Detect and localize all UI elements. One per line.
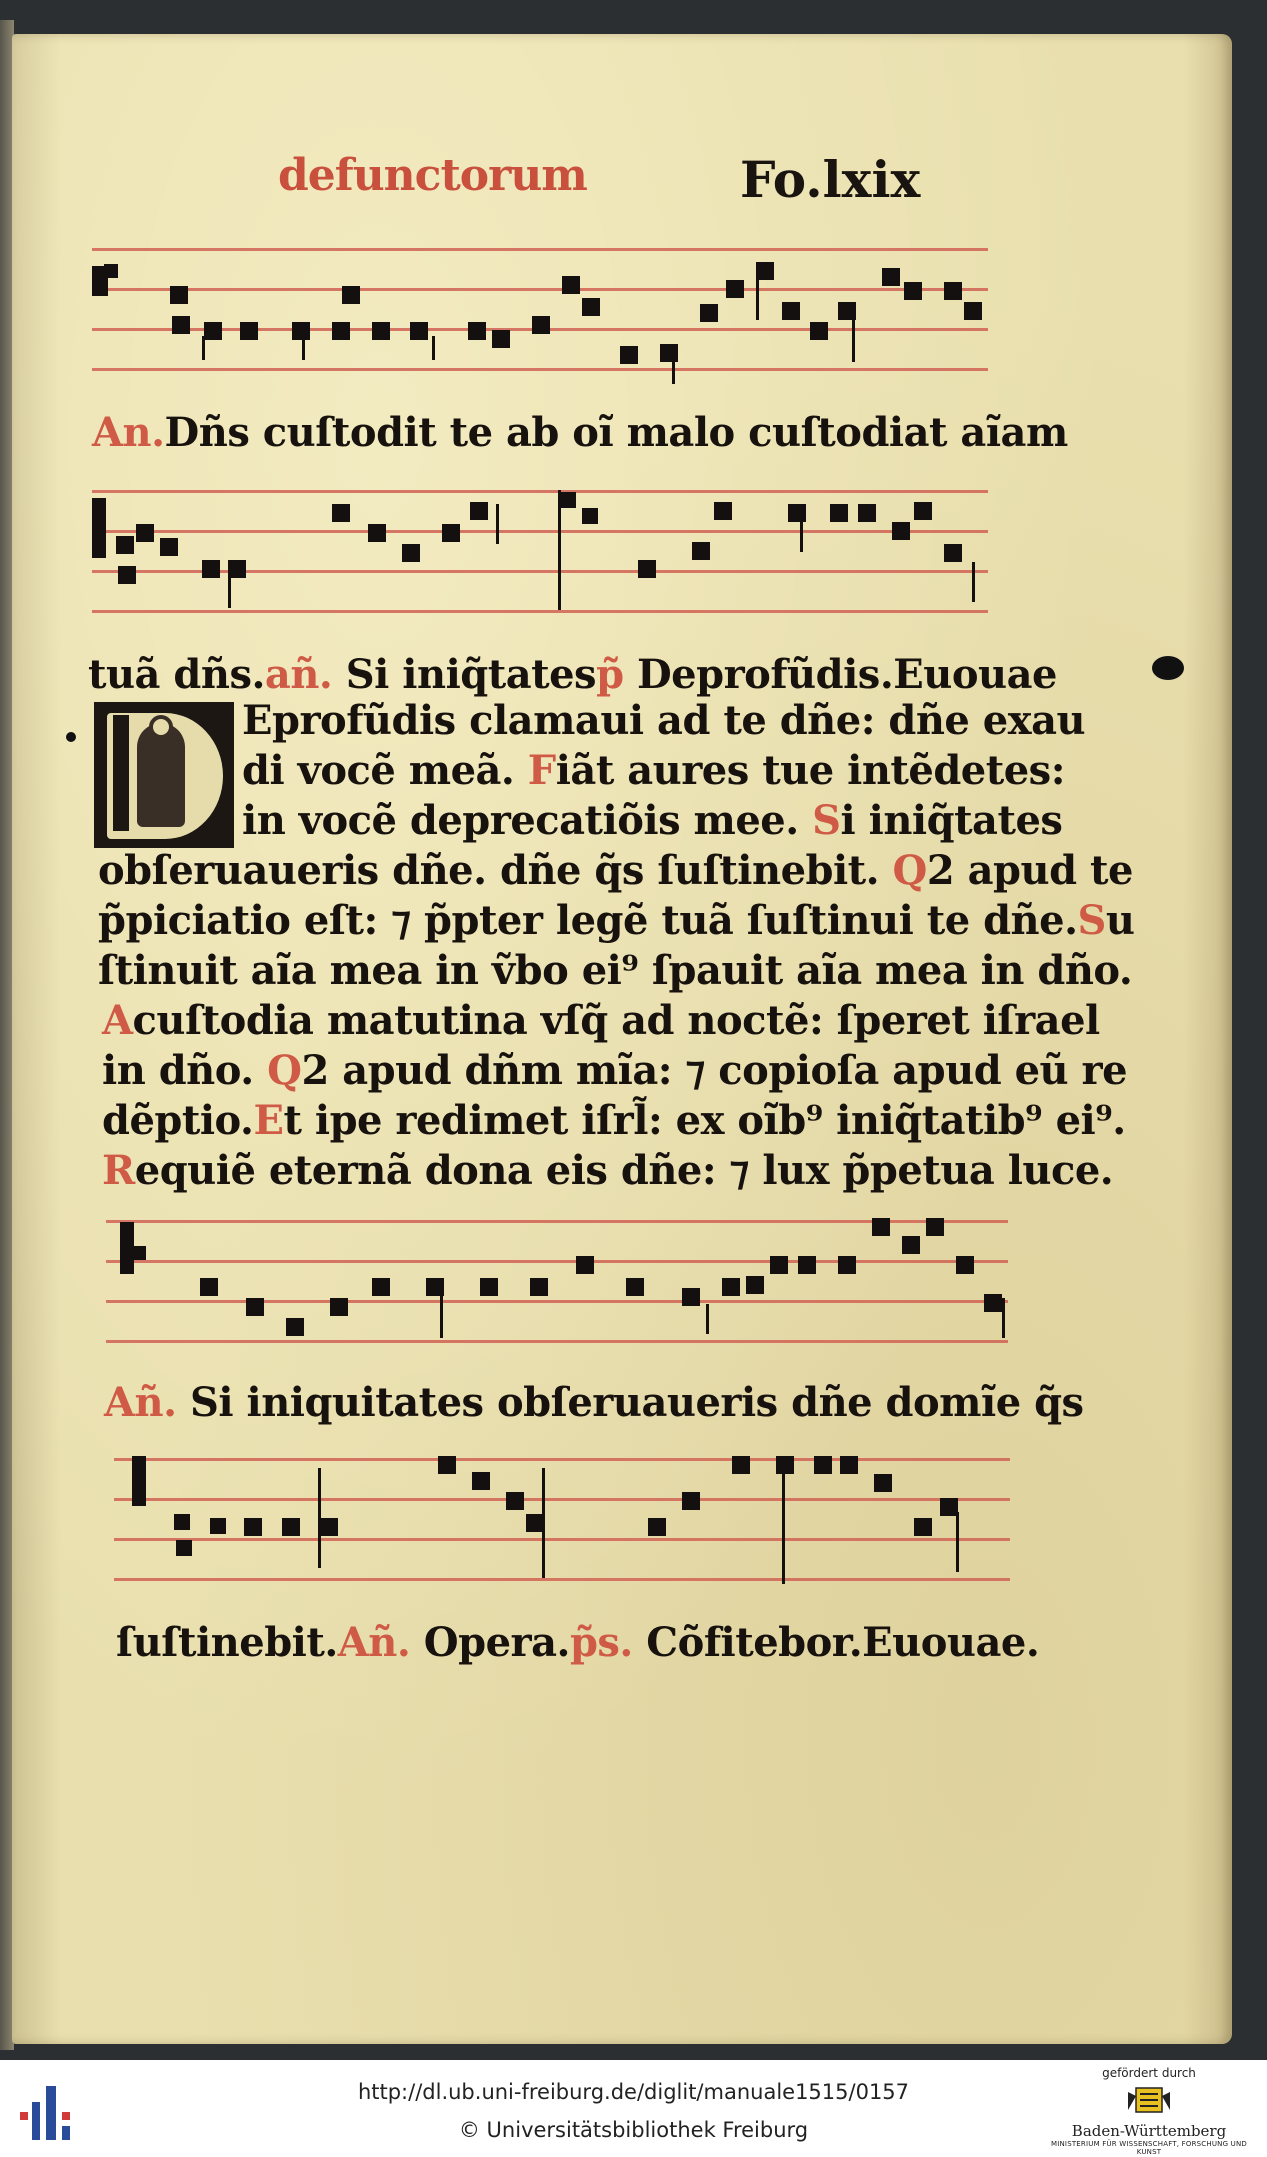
text-line-1: [92, 410, 1068, 456]
sponsor-block: [1044, 2066, 1254, 2154]
psalm-line-4: obſeruaueris dñe. dñe q̃s ſuſtinebit. Q2 apud te: [98, 847, 1133, 894]
chant-text: Dñs cuſtodit te ab oĩ malo cuſtodiat aĩam: [164, 409, 1068, 456]
psalm-line-9: dẽptio.Et ipe redimet iſrl̃: ex oĩb⁹ iniq̃tatib⁹ ei⁹.: [102, 1097, 1126, 1144]
sponsor-state: Baden-Württemberg: [1071, 2122, 1227, 2140]
text-line-3: Añ. Si iniquitates obſeruaueris dñe domĩe q̃s: [104, 1379, 1084, 1426]
neumes-staff-2: [92, 488, 988, 638]
music-staff-4: [114, 1456, 1010, 1586]
neumes-staff-3: [106, 1218, 1008, 1368]
psalm-line-7: Acuſtodia matutina vſq̃ ad noctẽ: ſperet iſrael: [102, 997, 1100, 1044]
music-staff-1: [92, 246, 988, 376]
psalm-line-8: in dño. Q2 apud dñm mĩa: ⁊ copioſa apud eũ re: [102, 1047, 1128, 1094]
neumes-staff-1: [92, 246, 988, 386]
illuminated-initial-d: [94, 702, 234, 848]
baden-wuerttemberg-crest-icon: [1126, 2084, 1172, 2116]
sponsor-label: gefördert durch: [1102, 2066, 1196, 2080]
margin-dot: [66, 732, 76, 742]
psalm-line-3: in vocẽ deprecatiõis mee. Si iniq̃tates: [242, 797, 1063, 844]
music-staff-2: [92, 488, 988, 618]
sponsor-ministry: MINISTERIUM FÜR WISSENSCHAFT, FORSCHUNG UND KUNST: [1050, 2140, 1247, 2156]
ink-blot: [1152, 656, 1184, 680]
neumes-staff-4: [114, 1456, 1010, 1606]
rubric-antiphon: An.: [92, 409, 165, 456]
text-line-4: ſuſtinebit.Añ. Opera.p̃s. Cõfitebor.Euouae.: [116, 1619, 1040, 1666]
folio-number: Fo.lxix: [740, 150, 921, 209]
text-line-2: tuã dñs.añ. Si iniq̃tatesp̃ Deprofũdis.Euouae: [88, 651, 1057, 698]
running-head-section: defunctorum: [278, 150, 587, 201]
copyright-notice: © Universitätsbibliothek Freiburg: [458, 2118, 809, 2142]
psalm-line-1: Eprofũdis clamaui ad te dñe: dñe exau: [242, 697, 1086, 744]
psalm-line-2: di vocẽ meã. Fiãt aures tue intẽdetes:: [242, 747, 1065, 794]
psalm-line-5: p̃piciatio eſt: ⁊ p̃pter legẽ tuã ſuſtinui te dñe.Su: [98, 897, 1135, 944]
viewer-footer: [0, 2060, 1267, 2157]
psalm-line-10: Requiẽ eternã dona eis dñe: ⁊ lux p̃petua luce.: [102, 1147, 1114, 1194]
document-url-link[interactable]: http://dl.ub.uni-freiburg.de/diglit/manuale1515/0157: [357, 2080, 910, 2104]
psalm-line-6: ſtinuit aĩa mea in ṽbo ei⁹ ſpauit aĩa mea in dño.: [98, 947, 1133, 994]
music-staff-3: [106, 1218, 1008, 1348]
